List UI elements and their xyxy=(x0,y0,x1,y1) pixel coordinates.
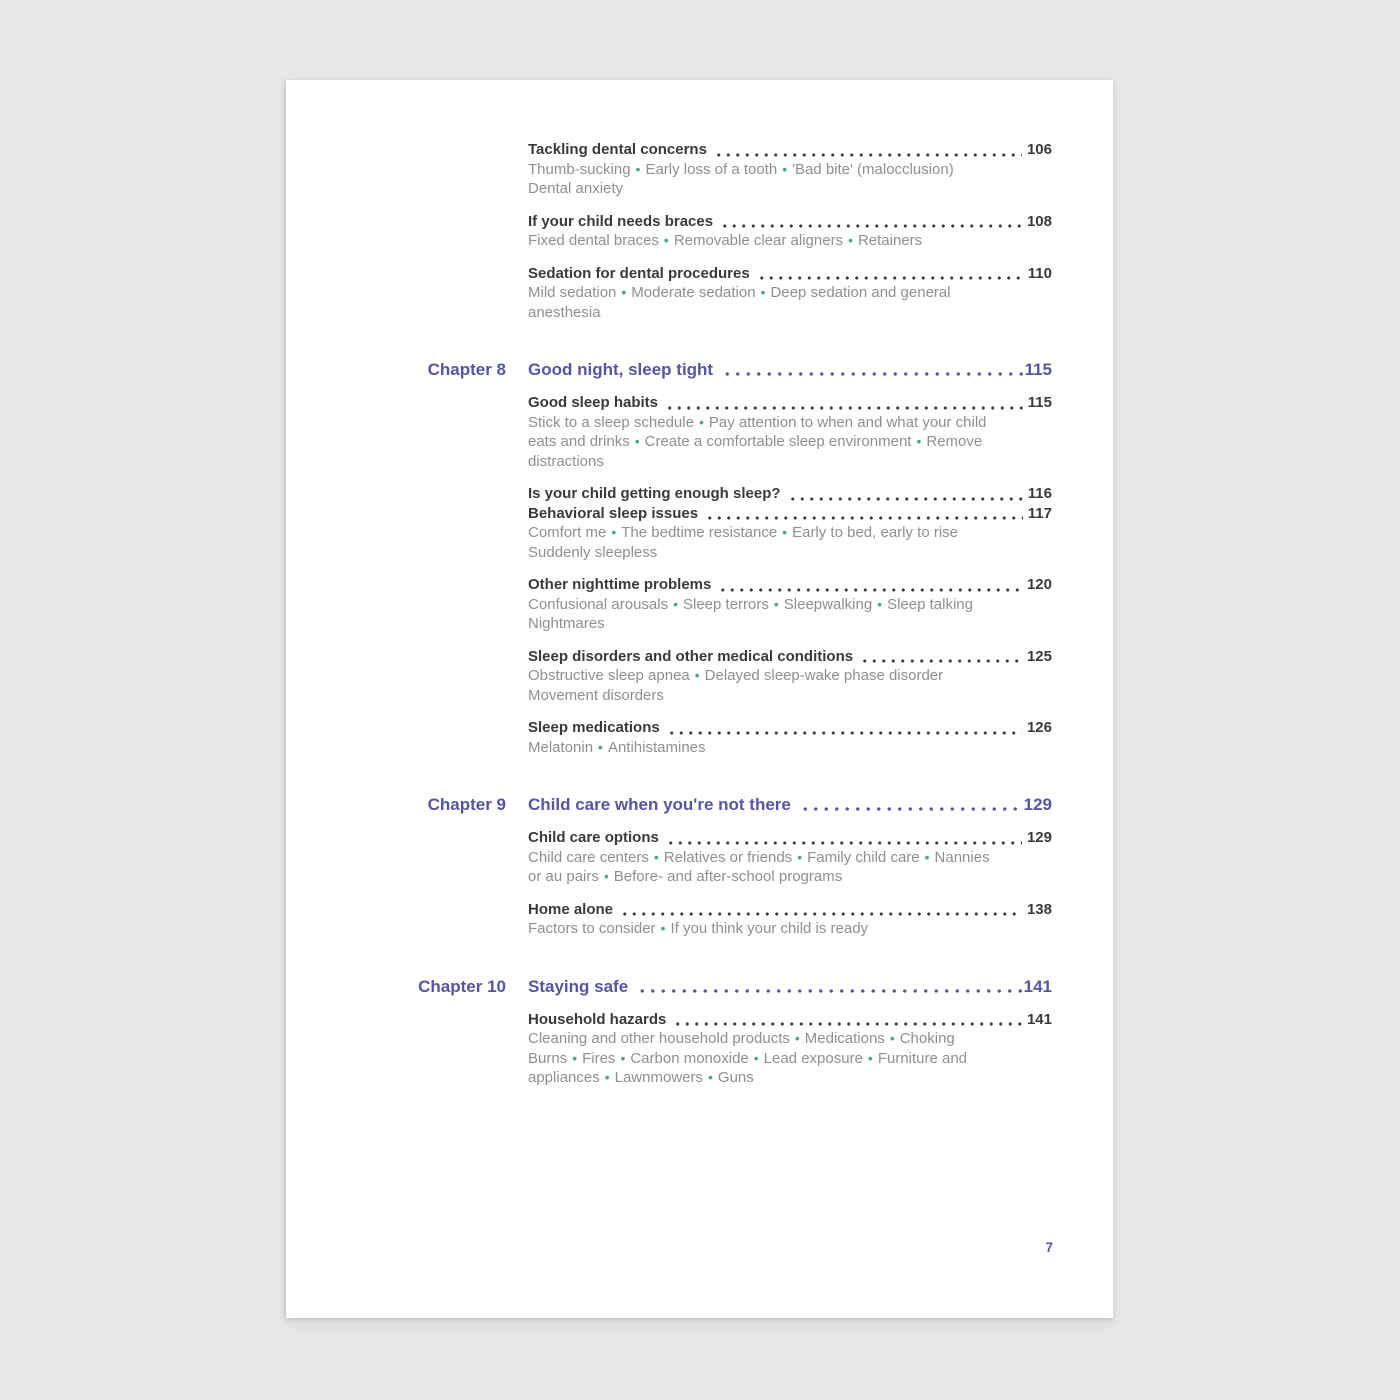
chapter-label: Chapter 10 xyxy=(418,976,506,996)
toc-entry xyxy=(528,718,1052,757)
toc-entry-line xyxy=(528,718,1052,738)
subtopic-text: Choking xyxy=(899,1030,955,1047)
subtopic-text: Furniture and xyxy=(877,1049,968,1067)
entry-title: Child care options xyxy=(528,829,659,846)
subtopic-line xyxy=(528,283,1052,303)
bullet-separator-icon: • xyxy=(867,1049,873,1066)
entry-page-number: 116 xyxy=(1027,485,1052,502)
subtopic-line xyxy=(528,1049,1052,1069)
bullet-separator-icon: • xyxy=(773,595,779,612)
subtopic-text: appliances xyxy=(528,1069,600,1086)
dot-leader xyxy=(788,497,1023,501)
subtopic-text: Retainers xyxy=(857,232,923,249)
subtopic-line xyxy=(528,231,1052,251)
entry-page-number: 106 xyxy=(1026,141,1052,158)
subtopic-text: Mild sedation xyxy=(528,284,617,301)
page-number: 7 xyxy=(1045,1240,1053,1255)
bullet-separator-icon: • xyxy=(797,848,803,865)
subtopic-line xyxy=(528,179,1052,199)
subtopic-line xyxy=(528,432,1052,452)
chapter-page-number: 141 xyxy=(1023,976,1052,996)
toc-entry-line xyxy=(528,212,1052,232)
chapter-title-line xyxy=(528,794,1052,815)
subtopic-text: Lawnmowers xyxy=(614,1069,703,1086)
subtopic-text: Early to bed, early to rise xyxy=(792,524,959,541)
dot-leader xyxy=(722,372,1023,376)
bullet-separator-icon: • xyxy=(603,868,609,884)
entry-title: Good sleep habits xyxy=(528,394,659,411)
toc-entry-line xyxy=(528,828,1052,848)
subtopic-line xyxy=(528,848,1052,868)
bullet-separator-icon: • xyxy=(673,595,678,612)
dot-leader xyxy=(673,1022,1022,1026)
subtopic-line xyxy=(528,303,1052,323)
entry-title: Household hazards xyxy=(528,1010,667,1028)
subtopic-text: Pay attention to when and what your child xyxy=(708,413,987,431)
subtopic-line xyxy=(528,595,1052,615)
subtopic-text: Comfort me xyxy=(528,524,607,541)
bullet-separator-icon: • xyxy=(916,433,922,449)
bullet-separator-icon: • xyxy=(924,848,930,865)
toc-entry xyxy=(528,828,1052,887)
subtopic-text: Stick to a sleep schedule xyxy=(528,413,694,431)
chapter-entries xyxy=(528,828,1052,939)
toc-entry-line xyxy=(528,504,1052,524)
toc-entry xyxy=(528,264,1052,323)
bullet-separator-icon: • xyxy=(708,1069,713,1085)
toc-entry xyxy=(528,504,1052,563)
bullet-separator-icon: • xyxy=(635,160,641,177)
chapter-title-line xyxy=(528,976,1052,997)
subtopic-text: Fires xyxy=(582,1049,616,1067)
toc-entry xyxy=(528,140,1052,199)
entry-page-number: 110 xyxy=(1027,264,1052,282)
subtopic-text: Dental anxiety xyxy=(528,180,624,197)
chapter-title-line xyxy=(528,359,1052,380)
toc-entry-line xyxy=(528,575,1052,595)
subtopic-text: eats and drinks xyxy=(528,433,630,450)
chapter-label: Chapter 8 xyxy=(427,360,506,379)
subtopic-text: Moderate sedation xyxy=(631,284,756,301)
chapter-block xyxy=(427,359,1052,757)
bullet-separator-icon: • xyxy=(694,667,700,683)
dot-leader xyxy=(860,659,1022,663)
entry-title: Is your child getting enough sleep? xyxy=(528,485,781,502)
chapter-block xyxy=(418,976,1052,1088)
bullet-separator-icon: • xyxy=(782,160,788,177)
entry-title: If your child needs braces xyxy=(528,212,714,230)
subtopic-text: 'Bad bite' (malocclusion) xyxy=(792,160,954,178)
subtopic-line xyxy=(528,452,1052,472)
subtopic-text: Sleepwalking xyxy=(783,595,873,613)
subtopic-text: Deep sedation and general xyxy=(770,284,951,301)
bullet-separator-icon: • xyxy=(698,413,704,430)
bullet-separator-icon: • xyxy=(621,284,627,300)
subtopic-text: Removable clear aligners xyxy=(673,232,844,249)
chapter-list xyxy=(418,359,1052,1088)
toc-entry xyxy=(528,393,1052,471)
toc-entry xyxy=(528,212,1052,251)
toc-entry xyxy=(528,484,1052,504)
subtopic-text: Nannies xyxy=(934,848,990,866)
bullet-separator-icon: • xyxy=(663,232,669,248)
bullet-separator-icon: • xyxy=(620,1049,626,1066)
bullet-separator-icon: • xyxy=(877,595,883,612)
subtopic-text: Melatonin xyxy=(528,738,594,756)
dot-leader xyxy=(666,841,1022,845)
subtopic-line xyxy=(528,614,1052,634)
dot-leader xyxy=(705,516,1023,520)
subtopic-text: Family child care xyxy=(807,848,920,866)
subtopic-text: Sleep terrors xyxy=(683,595,769,613)
bullet-separator-icon: • xyxy=(598,738,603,755)
subtopic-text: Relatives or friends xyxy=(663,848,793,866)
entry-title: Sleep disorders and other medical conditions xyxy=(528,647,854,665)
toc-entry xyxy=(528,647,1052,706)
chapter-page-number: 115 xyxy=(1024,360,1052,379)
bullet-separator-icon: • xyxy=(794,1030,800,1046)
bullet-separator-icon: • xyxy=(760,284,766,300)
dot-leader xyxy=(637,989,1022,993)
entry-page-number: 141 xyxy=(1026,1010,1052,1028)
toc-entry-line xyxy=(528,264,1052,284)
dot-leader xyxy=(667,731,1022,735)
subtopic-text: Medications xyxy=(804,1030,885,1047)
entry-page-number: 115 xyxy=(1027,394,1052,411)
subtopic-line xyxy=(528,1029,1052,1049)
bullet-separator-icon: • xyxy=(782,524,788,540)
subtopic-text: Fixed dental braces xyxy=(528,232,659,249)
toc-entry-line xyxy=(528,1010,1052,1030)
entry-page-number: 108 xyxy=(1026,212,1052,230)
table-of-contents xyxy=(418,140,1052,1101)
dot-leader xyxy=(718,588,1022,592)
toc-entry xyxy=(528,1010,1052,1088)
subtopic-text: Create a comfortable sleep environment xyxy=(644,433,912,450)
entry-page-number: 120 xyxy=(1026,576,1052,593)
subtopic-text: Child care centers xyxy=(528,848,649,866)
subtopic-text: Obstructive sleep apnea xyxy=(528,667,690,684)
subtopic-line xyxy=(528,867,1052,887)
toc-entry xyxy=(528,575,1052,634)
entry-title: Tackling dental concerns xyxy=(528,141,707,158)
bullet-separator-icon: • xyxy=(889,1030,895,1046)
chapter-title: Staying safe xyxy=(528,976,629,996)
subtopic-text: Burns xyxy=(528,1049,568,1067)
dot-leader xyxy=(665,406,1023,410)
dot-leader xyxy=(757,276,1023,280)
bullet-separator-icon: • xyxy=(604,1069,610,1085)
entry-page-number: 138 xyxy=(1026,900,1052,918)
chapter-label: Chapter 9 xyxy=(427,795,506,814)
pre-chapter-entries xyxy=(528,140,1052,322)
chapter-title: Good night, sleep tight xyxy=(528,360,714,379)
toc-entry xyxy=(528,900,1052,939)
subtopic-line xyxy=(528,543,1052,563)
dot-leader xyxy=(620,912,1022,916)
bullet-separator-icon: • xyxy=(848,232,853,248)
entry-page-number: 125 xyxy=(1026,647,1052,665)
toc-entry-line xyxy=(528,484,1052,504)
chapter-title: Child care when you're not there xyxy=(528,795,791,814)
subtopic-text: or au pairs xyxy=(528,868,599,885)
subtopic-text: Guns xyxy=(717,1069,754,1086)
subtopic-line xyxy=(528,738,1052,758)
subtopic-text: Movement disorders xyxy=(528,686,664,704)
subtopic-text: Cleaning and other household products xyxy=(528,1030,790,1047)
subtopic-line xyxy=(528,413,1052,433)
chapter-page-number: 129 xyxy=(1023,795,1052,814)
toc-entry-line xyxy=(528,647,1052,667)
subtopic-text: Early loss of a tooth xyxy=(645,160,778,178)
toc-entry-line xyxy=(528,393,1052,413)
subtopic-line xyxy=(528,160,1052,180)
bullet-separator-icon: • xyxy=(634,433,640,449)
subtopic-text: Before- and after-school programs xyxy=(613,868,843,885)
subtopic-line xyxy=(528,666,1052,686)
dot-leader xyxy=(720,224,1022,228)
subtopic-line xyxy=(528,686,1052,706)
dot-leader xyxy=(714,153,1022,157)
subtopic-text: Factors to consider xyxy=(528,920,656,937)
bullet-separator-icon: • xyxy=(660,920,666,936)
bullet-separator-icon: • xyxy=(753,1049,759,1066)
entry-title: Sleep medications xyxy=(528,719,660,736)
entry-title: Sedation for dental procedures xyxy=(528,264,750,282)
entry-page-number: 126 xyxy=(1026,719,1052,736)
chapter-entries xyxy=(528,393,1052,757)
toc-page-paper xyxy=(286,80,1113,1318)
entry-title: Behavioral sleep issues xyxy=(528,504,699,522)
bullet-separator-icon: • xyxy=(611,524,617,540)
entry-page-number: 129 xyxy=(1026,829,1052,846)
entry-page-number: 117 xyxy=(1027,504,1052,522)
toc-entry-line xyxy=(528,900,1052,920)
subtopic-text: Thumb-sucking xyxy=(528,160,631,178)
subtopic-text: Delayed sleep-wake phase disorder xyxy=(704,667,944,684)
subtopic-line xyxy=(528,1068,1052,1088)
subtopic-text: Lead exposure xyxy=(763,1049,863,1067)
chapter-entries xyxy=(528,1010,1052,1088)
chapter-block xyxy=(427,794,1052,939)
subtopic-text: If you think your child is ready xyxy=(670,920,869,937)
bullet-separator-icon: • xyxy=(572,1049,578,1066)
dot-leader xyxy=(800,807,1023,811)
subtopic-text: The bedtime resistance xyxy=(621,524,778,541)
subtopic-line xyxy=(528,523,1052,543)
subtopic-text: Confusional arousals xyxy=(528,595,669,613)
subtopic-text: Nightmares xyxy=(528,615,605,632)
subtopic-text: Suddenly sleepless xyxy=(528,543,658,561)
subtopic-text: distractions xyxy=(528,452,604,470)
subtopic-text: Carbon monoxide xyxy=(630,1049,749,1067)
entry-title: Home alone xyxy=(528,900,614,918)
entry-title: Other nighttime problems xyxy=(528,576,712,593)
bullet-separator-icon: • xyxy=(653,848,659,865)
subtopic-line xyxy=(528,919,1052,939)
subtopic-text: anesthesia xyxy=(528,303,601,321)
subtopic-text: Remove xyxy=(926,433,983,450)
subtopic-text: Sleep talking xyxy=(887,595,973,613)
subtopic-text: Antihistamines xyxy=(607,738,706,756)
toc-entry-line xyxy=(528,140,1052,160)
